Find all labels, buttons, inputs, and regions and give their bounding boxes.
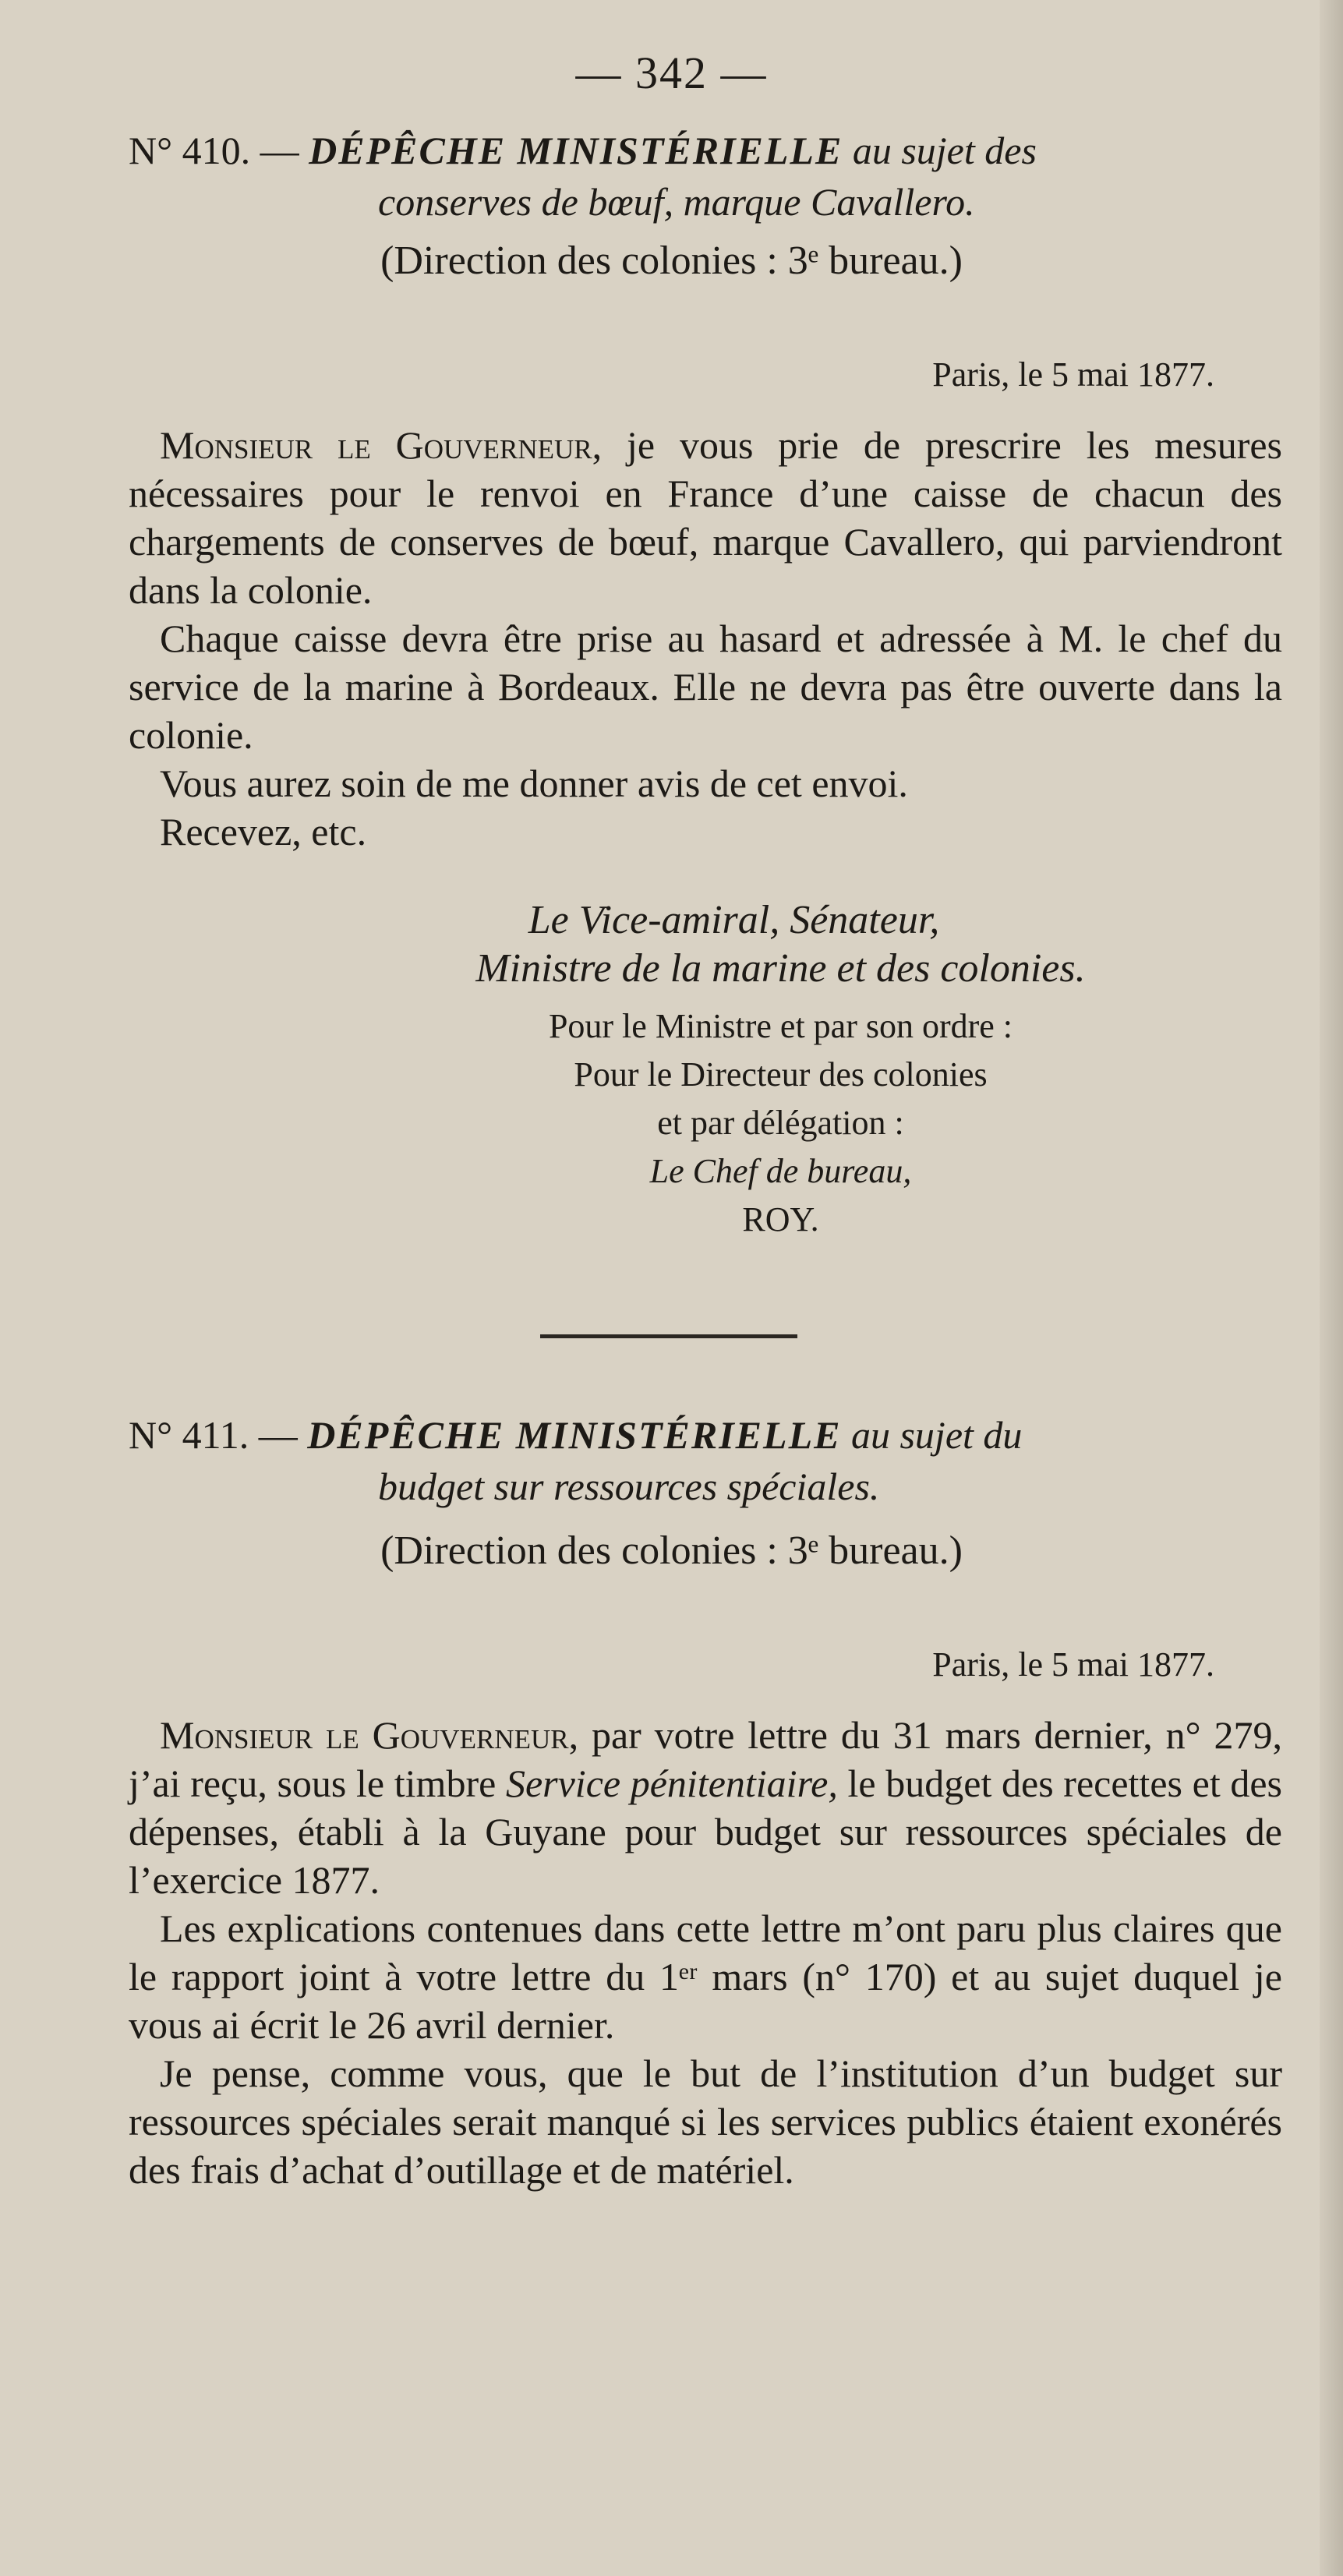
section-divider <box>540 1334 797 1338</box>
signature-director: Pour le Directeur des colonies <box>574 1055 988 1094</box>
doc-411-text-before: par votre lettre du 31 mars dernier, n° 279, j’ai reçu, sous le timbre <box>129 1713 1282 1805</box>
doc-411-stamp-name: Service pénitentiaire, <box>505 1762 838 1805</box>
doc-410-paragraph <box>129 421 1282 614</box>
signature-on-behalf: Pour le Ministre et par son ordre : <box>548 1007 1013 1045</box>
doc-410-number: N° 410. <box>129 129 251 172</box>
doc-411-title-cont: au sujet du <box>850 1413 1023 1457</box>
doc-411-paragraph: Je pense, comme vous, que le but de l’institution d’un budget sur ressources spéciales serait manqué si les services publics étaient exonérés des frais d’achat d’outillage et de matériel. <box>129 2051 1282 2192</box>
doc-411-salutation: Monsieur le Gouverneur, <box>160 1713 579 1757</box>
page-edge-shadow <box>1320 0 1343 2576</box>
doc-411-heading <box>129 1409 1267 1512</box>
doc-410-text-1: je vous prie de prescrire les mesures nécessaires pour le renvoi en France d’une caisse de chacun des chargements de conserves de bœuf, marque Cavallero, qui parviendront dans la colonie. <box>129 423 1283 612</box>
signature-office: Ministre de la marine et des colonies. <box>475 946 1086 991</box>
doc-411-text-after: le budget des recettes et des dépenses, établi à la Guyane pour budget sur ressources spéciales de l’exercice 1877. <box>129 1762 1283 1902</box>
doc-410-title-cont: au sujet des <box>852 129 1037 172</box>
doc-410-direction: (Direction des colonies : 3ᵉ bureau.) <box>380 239 963 283</box>
signature-name: ROY. <box>742 1200 819 1239</box>
doc-410-paragraph: Chaque caisse devra être prise au hasard et adressée à M. le chef du service de la marine à Bordeaux. Elle ne devra pas être ouverte dans la colonie. <box>129 617 1282 757</box>
doc-410-heading <box>129 125 1267 228</box>
doc-410-closing: Recevez, etc. <box>160 810 367 853</box>
doc-411-date: Paris, le 5 mai 1877. <box>932 1645 1214 1684</box>
doc-411-direction: (Direction des colonies : 3ᵉ bureau.) <box>380 1528 963 1573</box>
doc-411-paragraph: Les explications contenues dans cette lettre m’ont paru plus claires que le rapport joint à votre lettre du 1ᵉʳ mars (n° 170) et au sujet duquel je vous ai écrit le 26 avril dernier. <box>129 1906 1282 2047</box>
doc-410-subject: conserves de bœuf, marque Cavallero. <box>378 180 975 224</box>
doc-410-date: Paris, le 5 mai 1877. <box>932 355 1214 394</box>
doc-410-salutation: Monsieur le Gouverneur, <box>160 423 603 467</box>
doc-410-signature <box>0 896 1343 1244</box>
doc-411-number: N° 411. <box>129 1413 249 1457</box>
doc-411-dash: — <box>258 1413 298 1457</box>
doc-411-subject: budget sur ressources spéciales. <box>378 1465 880 1508</box>
doc-410-paragraph: Vous aurez soin de me donner avis de cet envoi. <box>160 761 908 805</box>
doc-410-body <box>129 421 1282 856</box>
doc-410-dash: — <box>260 129 299 172</box>
doc-411-title: DÉPÊCHE MINISTÉRIELLE <box>307 1413 842 1457</box>
signature-delegation: et par délégation : <box>657 1104 904 1142</box>
doc-411-paragraph <box>129 1711 1282 1904</box>
signature-rank: Le Vice-amiral, Sénateur, <box>528 898 940 942</box>
doc-411-body <box>129 1711 1282 2194</box>
signature-chief: Le Chef de bureau, <box>649 1152 912 1190</box>
doc-410-title: DÉPÊCHE MINISTÉRIELLE <box>309 129 843 172</box>
page-number: — 342 — <box>575 48 768 98</box>
